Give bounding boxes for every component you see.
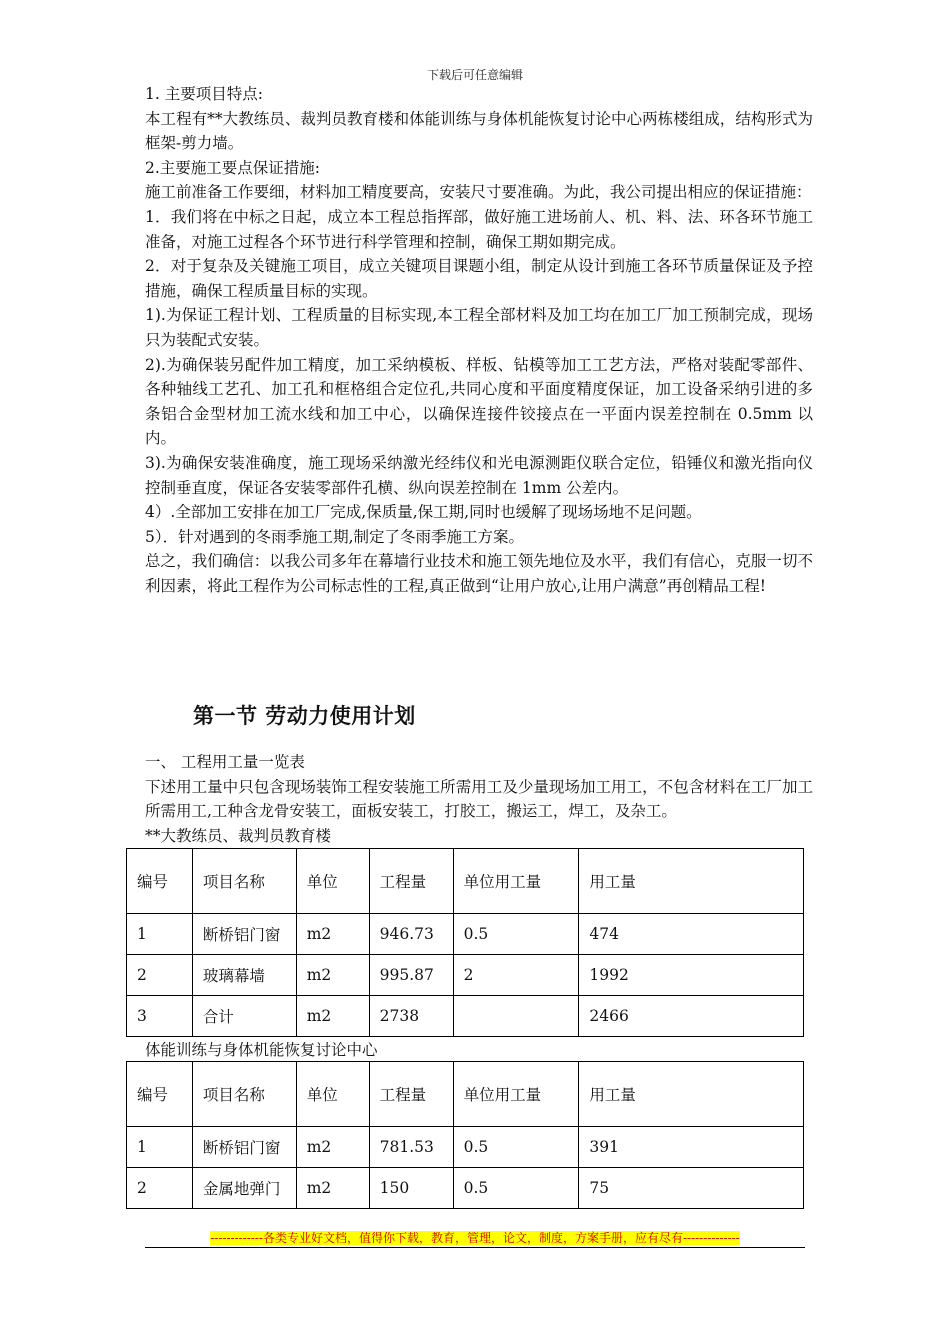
page-footer	[145, 1227, 805, 1248]
table-cell: 金属地弹门	[192, 1168, 296, 1209]
table-cell: m2	[296, 955, 369, 996]
table-cell: 995.87	[369, 955, 453, 996]
header-cell: 单位用工量	[453, 849, 579, 914]
table-cell: 2	[127, 955, 193, 996]
table-row	[127, 1168, 804, 1209]
table-cell	[453, 996, 579, 1037]
page-header: 下载后可任意编辑	[426, 68, 523, 82]
header-cell: 用工量	[579, 849, 804, 914]
table-cell: 391	[579, 1127, 804, 1168]
table-header-row	[127, 1062, 804, 1127]
header-cell: 项目名称	[192, 849, 296, 914]
header-cell: 编号	[127, 849, 193, 914]
header-cell: 编号	[127, 1062, 193, 1127]
table-row	[127, 1127, 804, 1168]
table-cell: 150	[369, 1168, 453, 1209]
paragraph: 本工程有**大教练员、裁判员教育楼和体能训练与身体机能恢复讨论中心两栋楼组成，结构形式为框架-剪力墙。	[145, 109, 813, 153]
table-cell: m2	[296, 1168, 369, 1209]
table-cell: 946.73	[369, 914, 453, 955]
paragraph: 施工前准备工作要细，材料加工精度要高，安装尺寸要准确。为此，我公司提出相应的保证措施：	[145, 183, 812, 202]
header-cell: 单位	[296, 849, 369, 914]
table-cell: 2	[453, 955, 579, 996]
table-cell: m2	[296, 996, 369, 1037]
workload-table-2	[126, 1061, 804, 1209]
paragraph: 1. 主要项目特点:	[145, 85, 263, 103]
paragraph: 2.主要施工要点保证措施:	[145, 158, 321, 177]
paragraph: 4）.全部加工安排在加工厂完成,保质量,保工期,同时也缓解了现场场地不足问题。	[145, 503, 702, 522]
paragraph: 下述用工量中只包含现场装饰工程安装施工所需用工及少量现场加工用工，不包含材料在工厂加工所需用工,工种含龙骨安装工，面板安装工，打胶工，搬运工，焊工，及杂工。	[145, 777, 813, 821]
table-cell: m2	[296, 914, 369, 955]
table-cell: 75	[579, 1168, 804, 1209]
table-cell: 0.5	[453, 914, 579, 955]
header-cell: 用工量	[579, 1062, 804, 1127]
table-header-row	[127, 849, 804, 914]
table-cell: 断桥铝门窗	[192, 914, 296, 955]
paragraph: 2．对于复杂及关键施工项目，成立关键项目课题小组，制定从设计到施工各环节质量保证及予控措施，确保工程质量目标的实现。	[145, 257, 813, 300]
table-cell: 474	[579, 914, 804, 955]
section-text	[145, 750, 813, 824]
paragraph: 3).为确保安装准确度，施工现场采纳激光经纬仪和光电源测距仪联合定位，铅锤仪和激光指向仪控制垂直度，保证各安装零部件孔横、纵向误差控制在 1mm 公差内。	[145, 453, 813, 497]
workload-table-1	[126, 848, 804, 1037]
header-cell: 工程量	[369, 849, 453, 914]
paragraph: 2).为确保装另配件加工精度，加工采纳模板、样板、钻模等加工工艺方法，严格对装配零部件、各种轴线工艺孔、加工孔和框格组合定位孔,共同心度和平面度精度保证，加工设备采纳引进的多条铝合金型材加工流水线和加工中心，以确保连接件铰接点在一平面内误差控制在 0.5mm 以内。	[145, 355, 813, 448]
table-row	[127, 955, 804, 996]
section-title: 第一节 劳动力使用计划	[193, 703, 416, 728]
table-cell: 0.5	[453, 1127, 579, 1168]
table2-caption: 体能训练与身体机能恢复讨论中心	[145, 1041, 378, 1059]
paragraph: 1．我们将在中标之日起，成立本工程总指挥部，做好施工进场前人、机、料、法、环各环节施工准备，对施工过程各个环节进行科学管理和控制，确保工期如期完成。	[145, 207, 813, 251]
header-cell: 单位	[296, 1062, 369, 1127]
table-cell: 玻璃幕墙	[192, 955, 296, 996]
paragraph: 总之，我们确信：以我公司多年在幕墙行业技术和施工领先地位及水平，我们有信心，克服一切不利因素，将此工程作为公司标志性的工程,真正做到“让用户放心,让用户满意”再创精品工程!	[145, 552, 813, 595]
table-row	[127, 914, 804, 955]
table-cell: 3	[127, 996, 193, 1037]
subsection-heading: 一、 工程用工量一览表	[145, 753, 305, 771]
table-cell: 1992	[579, 955, 804, 996]
header-cell: 项目名称	[192, 1062, 296, 1127]
table-cell: 2	[127, 1168, 193, 1209]
table-cell: m2	[296, 1127, 369, 1168]
table-cell: 0.5	[453, 1168, 579, 1209]
table-row	[127, 996, 804, 1037]
paragraph: 1).为保证工程计划、工程质量的目标实现,本工程全部材料及加工均在加工厂加工预制完成，现场只为装配式安装。	[145, 306, 813, 349]
table-cell: 2738	[369, 996, 453, 1037]
table-cell: 1	[127, 1127, 193, 1168]
footer-banner: -------------各类专业好文档，值得你下载，教育，管理，论文，制度，方案手册，应有尽有--------------	[210, 1231, 740, 1245]
body-text	[145, 82, 813, 598]
table1-caption: **大教练员、裁判员教育楼	[145, 827, 332, 845]
table-cell: 断桥铝门窗	[192, 1127, 296, 1168]
header-cell: 工程量	[369, 1062, 453, 1127]
table-cell: 合计	[192, 996, 296, 1037]
paragraph: 5）．针对遇到的冬雨季施工期,制定了冬雨季施工方案。	[145, 527, 525, 546]
header-cell: 单位用工量	[453, 1062, 579, 1127]
table-cell: 2466	[579, 996, 804, 1037]
table-cell: 781.53	[369, 1127, 453, 1168]
table-cell: 1	[127, 914, 193, 955]
